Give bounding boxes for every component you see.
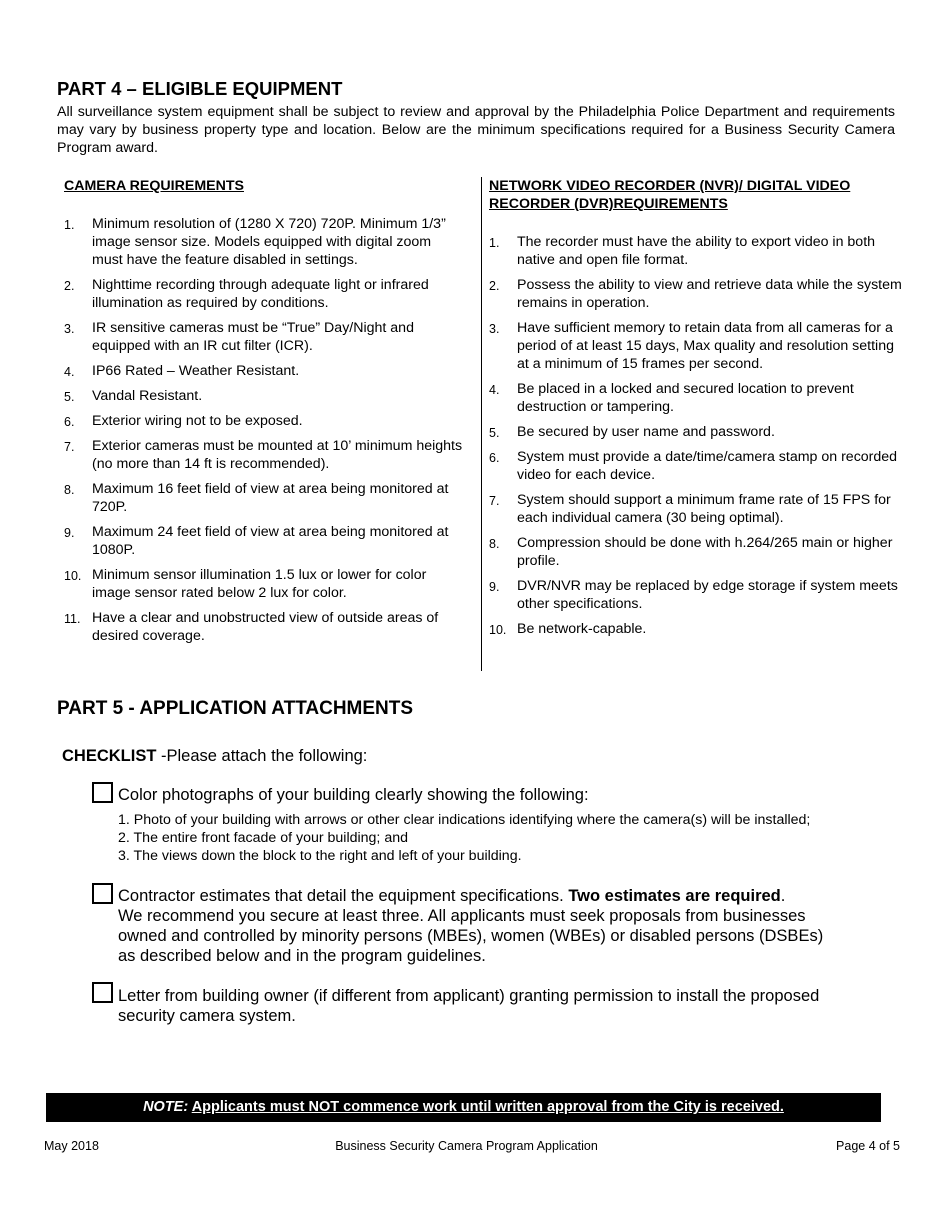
camera-requirement-item-text: Have a clear and unobstructed view of outside areas of desired coverage. (92, 610, 439, 644)
recorder-requirement-item-number: 4. (489, 383, 500, 397)
recorder-requirement-item-number: 3. (489, 322, 500, 336)
camera-requirement-item-number: 5. (64, 390, 75, 404)
recorder-requirements-list (489, 233, 909, 638)
recorder-requirements-heading: NETWORK VIDEO RECORDER (NVR)/ DIGITAL VIDEO RECORDER (DVR)REQUIREMENTS (489, 178, 851, 212)
camera-requirement-item-9 (64, 523, 464, 559)
recorder-requirement-item-10 (489, 620, 909, 638)
estimates-item-detail: We recommend you secure at least three. All applicants must seek proposals from businesses owned and controlled by minority persons (MBEs), women (WBEs) or disabled persons (DSBEs) as described below and in the program guidelines. (118, 907, 824, 965)
camera-requirements-heading: CAMERA REQUIREMENTS (64, 178, 244, 194)
camera-requirement-item-2 (64, 276, 464, 312)
photographs-sub-item: 3. The views down the block to the right and left of your building. (118, 848, 522, 864)
recorder-requirement-item-number: 2. (489, 279, 500, 293)
note-label: NOTE: (143, 1099, 189, 1115)
camera-requirement-item-6 (64, 412, 464, 430)
camera-requirement-item-number: 1. (64, 218, 75, 232)
checklist-text: -Please attach the following: (156, 747, 368, 765)
camera-requirement-item-8 (64, 480, 464, 516)
recorder-requirement-item-4 (489, 380, 909, 416)
estimates-text-b: . (780, 887, 786, 905)
recorder-requirement-item-number: 8. (489, 537, 500, 551)
camera-requirement-item-10 (64, 566, 464, 602)
camera-requirement-item-number: 3. (64, 322, 75, 336)
recorder-requirement-item-2 (489, 276, 909, 312)
estimates-item (118, 886, 838, 966)
recorder-requirement-item-number: 9. (489, 580, 500, 594)
checklist-instruction (62, 747, 367, 766)
photographs-sub-item: 1. Photo of your building with arrows or other clear indications identifying where the camera(s) will be installed; (118, 812, 811, 828)
recorder-requirement-item-text: Be placed in a locked and secured location to prevent destruction or tampering. (517, 381, 854, 415)
recorder-requirement-item-text: DVR/NVR may be replaced by edge storage if system meets other specifications. (517, 578, 898, 612)
owner-letter-item: Letter from building owner (if different from applicant) granting permission to install the proposed security camera system. (118, 987, 820, 1025)
camera-requirements-list (64, 215, 464, 645)
recorder-requirement-item-text: Compression should be done with h.264/265 main or higher profile. (517, 535, 893, 569)
recorder-requirement-item-text: System must provide a date/time/camera stamp on recorded video for each device. (517, 449, 898, 483)
camera-requirement-item-3 (64, 319, 464, 355)
photographs-item: Color photographs of your building clearly showing the following: (118, 786, 589, 804)
estimates-checkbox[interactable] (92, 883, 113, 904)
camera-requirement-item-text: Exterior cameras must be mounted at 10’ minimum heights (no more than 14 ft is recommended). (92, 438, 463, 472)
recorder-requirement-item-1 (489, 233, 909, 269)
recorder-requirement-item-3 (489, 319, 909, 373)
camera-requirement-item-4 (64, 362, 464, 380)
camera-requirement-item-number: 8. (64, 483, 75, 497)
recorder-requirements-column (489, 177, 909, 638)
camera-requirement-item-text: IR sensitive cameras must be “True” Day/Night and equipped with an IR cut filter (ICR). (92, 320, 414, 354)
recorder-requirement-item-text: Be secured by user name and password. (517, 424, 775, 440)
recorder-requirement-item-number: 10. (489, 623, 507, 637)
part4-intro: All surveillance system equipment shall be subject to review and approval by the Philadelphia Police Department and requirements may vary by business property type and location. Below are the minimum specifications required for a Business Security Camera Program award. (57, 104, 895, 156)
camera-requirement-item-text: IP66 Rated – Weather Resistant. (92, 363, 300, 379)
part5-title: PART 5 - APPLICATION ATTACHMENTS (57, 698, 414, 719)
part4-title: PART 4 – ELIGIBLE EQUIPMENT (57, 78, 343, 99)
column-divider (481, 177, 482, 671)
camera-requirements-column (64, 177, 464, 645)
photographs-sub-item: 2. The entire front facade of your building; and (118, 830, 408, 846)
camera-requirement-item-text: Nighttime recording through adequate light or infrared illumination as required by conditions. (92, 277, 429, 311)
camera-requirement-item-text: Exterior wiring not to be exposed. (92, 413, 303, 429)
recorder-requirement-item-text: Be network-capable. (517, 621, 647, 637)
recorder-requirement-item-7 (489, 491, 909, 527)
camera-requirement-item-number: 2. (64, 279, 75, 293)
camera-requirement-item-number: 9. (64, 526, 75, 540)
photographs-checkbox[interactable] (92, 782, 113, 803)
estimates-text-a: Contractor estimates that detail the equipment specifications. (118, 887, 569, 905)
camera-requirement-item-text: Maximum 24 feet field of view at area being monitored at 1080P. (92, 524, 449, 558)
camera-requirement-item-number: 4. (64, 365, 75, 379)
recorder-requirement-item-8 (489, 534, 909, 570)
checklist-label: CHECKLIST (62, 747, 157, 765)
camera-requirement-item-11 (64, 609, 464, 645)
camera-requirement-item-number: 6. (64, 415, 75, 429)
camera-requirement-item-text: Minimum sensor illumination 1.5 lux or lower for color image sensor rated below 2 lux for color. (92, 567, 427, 601)
camera-requirement-item-text: Vandal Resistant. (92, 388, 203, 404)
camera-requirement-item-7 (64, 437, 464, 473)
recorder-requirement-item-number: 6. (489, 451, 500, 465)
estimates-required: Two estimates are required (568, 887, 781, 905)
camera-requirement-item-text: Maximum 16 feet field of view at area being monitored at 720P. (92, 481, 449, 515)
camera-requirement-item-text: Minimum resolution of (1280 X 720) 720P. Minimum 1/3” image sensor size. Models equipped with digital zoom must have the feature disabled in settings. (92, 216, 446, 268)
recorder-requirement-item-number: 1. (489, 236, 500, 250)
recorder-requirement-item-text: System should support a minimum frame rate of 15 FPS for each individual camera (30 being optimal). (517, 492, 891, 526)
note-text: Applicants must NOT commence work until written approval from the City is received. (191, 1099, 784, 1115)
camera-requirement-item-number: 11. (64, 612, 81, 626)
note-banner (46, 1093, 881, 1122)
recorder-requirement-item-5 (489, 423, 909, 441)
camera-requirement-item-number: 7. (64, 440, 75, 454)
camera-requirement-item-5 (64, 387, 464, 405)
camera-requirement-item-number: 10. (64, 569, 82, 583)
owner-letter-checkbox[interactable] (92, 982, 113, 1003)
recorder-requirement-item-number: 7. (489, 494, 500, 508)
recorder-requirement-item-text: Have sufficient memory to retain data from all cameras for a period of at least 15 days, Max quality and resolution setting at a minimum of 15 frames per second. (517, 320, 894, 372)
footer-date: May 2018 (44, 1139, 99, 1153)
footer-title: Business Security Camera Program Application (335, 1139, 598, 1153)
recorder-requirement-item-text: Possess the ability to view and retrieve data while the system remains in operation. (517, 277, 902, 311)
camera-requirement-item-1 (64, 215, 464, 269)
recorder-requirement-item-text: The recorder must have the ability to export video in both native and open file format. (517, 234, 876, 268)
recorder-requirement-item-9 (489, 577, 909, 613)
photographs-sublist (118, 811, 810, 865)
footer-page: Page 4 of 5 (836, 1139, 900, 1153)
recorder-requirement-item-6 (489, 448, 909, 484)
estimates-item-line1 (118, 886, 838, 906)
recorder-requirement-item-number: 5. (489, 426, 500, 440)
